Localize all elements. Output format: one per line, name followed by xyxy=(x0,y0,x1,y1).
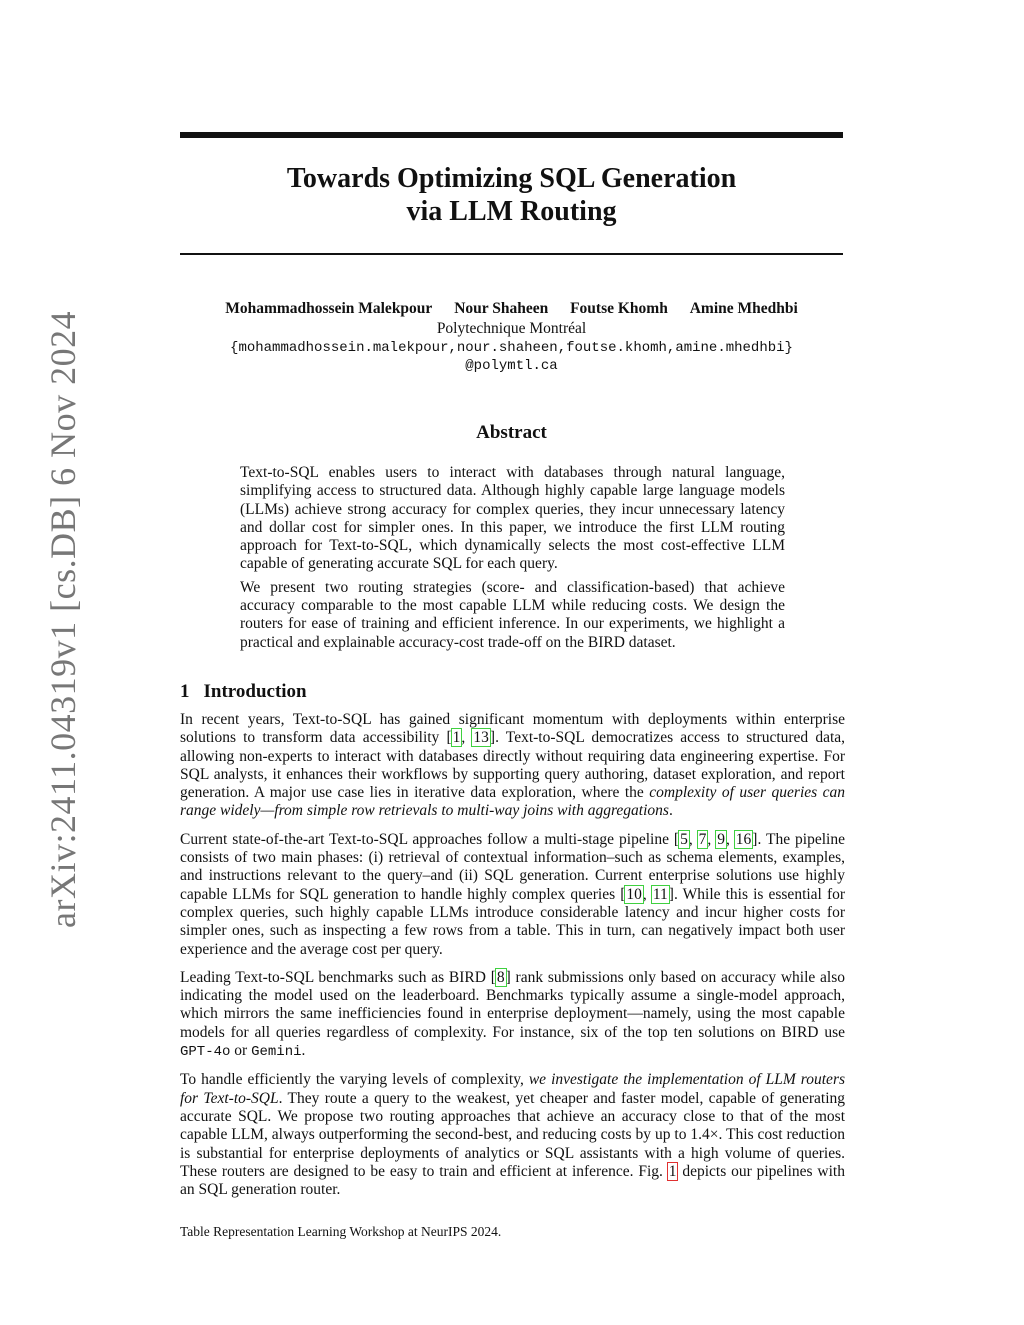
text-run: . xyxy=(668,802,673,820)
citation-link[interactable]: 10 xyxy=(626,885,642,903)
citation-link[interactable]: 16 xyxy=(735,830,752,848)
text-run: or xyxy=(230,1042,252,1060)
section-heading xyxy=(180,681,307,703)
text-run: . They route a query to the weakest, yet cheaper and faster model, capable of generating accurate SQL. We propose two routing approaches that achieve an accuracy close to that of the most capable LLM, always outperforming the second-best, and reducing costs by up to 1.4×. This cost reduction is substantial for enterprise deployments of analytics or SQL assistants with a high volume of queries. These routers are designed to be easy to train and efficient at inference. Fig. xyxy=(180,1089,845,1180)
text-run: , xyxy=(688,830,698,848)
citation-link[interactable]: 7 xyxy=(698,830,707,848)
text-run: depicts our pipelines with an SQL generation router. xyxy=(180,1162,845,1199)
text-run: ] rank submissions only based on accuracy while also indicating the model used on the leaderboard. Benchmarks typically assume a single-model approach, which mirrors the same inefficiencies found in enterprise deployment—namely, using the most capable models for all queries regardless of complexity. For instance, six of the top ten solutions on BIRD use xyxy=(180,968,845,1041)
emphasis-text: complexity of user queries can range widely—from simple row retrievals to multi-way joins with aggregations xyxy=(180,784,846,820)
text-run: Current state-of-the-art Text-to-SQL approaches follow a multi-stage pipeline [ xyxy=(180,830,680,848)
text-run: . xyxy=(301,1042,306,1060)
text-run: ]. Text-to-SQL democratizes access to structured data, allowing non-experts to interact with databases directly without requiring data engineering expertise. For SQL analysts, it enhances their workflows by supporting query authoring, dataset exploration, and report generation. A major use case lies in iterative data exploration, where the xyxy=(180,729,846,802)
email-line-1: {mohammadhossein.malekpour,nour.shaheen,foutse.khomh,amine.mhedhbi} xyxy=(230,340,793,356)
text-run: ]. While this is essential for complex queries, such highly capable LLMs introduce considerable latency and incur higher costs for simpler ones, such as inspecting a few rows from a table. This in turn, can negatively impact both user experience and the average cost per query. xyxy=(180,885,846,958)
author-list xyxy=(180,300,843,318)
author-name: Nour Shaheen xyxy=(454,300,549,317)
citation-link[interactable]: 5 xyxy=(680,830,688,848)
model-name: Gemini xyxy=(251,1044,302,1061)
affiliation: Polytechnique Montréal xyxy=(436,320,587,337)
title-rule-bottom xyxy=(180,253,843,255)
author-name: Mohammadhossein Malekpour xyxy=(225,300,433,317)
author-name: Foutse Khomh xyxy=(570,300,668,317)
abstract-paragraph-1: Text-to-SQL enables users to interact with databases through natural language, simplifying access to structured data. Although highly capable large language models (LLMs) achieve strong accuracy for complex queries, they incur unnecessary latency and dollar cost for simpler ones. In this paper, we introduce the first LLM routing approach for Text-to-SQL, which dynamically selects the most cost-effective LLM capable of generating accurate SQL for each query. xyxy=(240,464,785,573)
intro-paragraph-4 xyxy=(180,1071,845,1199)
intro-paragraph-3 xyxy=(180,969,845,1061)
text-run: , xyxy=(725,830,735,848)
intro-paragraph-2 xyxy=(180,831,845,959)
text-run: , xyxy=(642,885,652,903)
title-rule-top xyxy=(180,132,843,138)
text-run: , xyxy=(707,830,717,848)
text-run: To handle efficiently the varying levels of complexity, xyxy=(180,1071,529,1089)
title-line-2: via LLM Routing xyxy=(406,196,617,227)
title-line-1: Towards Optimizing SQL Generation xyxy=(286,163,737,194)
model-name: GPT-4o xyxy=(180,1044,231,1061)
email-line-2: @polymtl.ca xyxy=(465,358,558,374)
text-run: In recent years, Text-to-SQL has gained significant momentum with deployments within enterprise solutions to transform data accessibility [ xyxy=(180,711,845,747)
intro-body xyxy=(180,711,845,1209)
intro-paragraph-1 xyxy=(180,711,845,821)
text-run: , xyxy=(461,729,473,747)
text-run: Leading Text-to-SQL benchmarks such as BIRD [ xyxy=(180,968,496,986)
abstract-paragraph-2: We present two routing strategies (score- and classification-based) that achieve accuracy comparable to the most capable LLM while reducing costs. We design the routers for ease of training and efficient inference. In our experiments, we highlight a practical and explainable accuracy-cost trade-off on the BIRD dataset. xyxy=(240,578,785,651)
section-number: 1 xyxy=(180,681,190,702)
citation-link[interactable]: 13 xyxy=(473,729,489,747)
abstract-heading: Abstract xyxy=(476,422,547,443)
abstract-body xyxy=(240,464,785,657)
venue-footnote: Table Representation Learning Workshop at NeurIPS 2024. xyxy=(180,1224,502,1239)
citation-link[interactable]: 1 xyxy=(452,729,461,747)
citation-link[interactable]: 11 xyxy=(652,885,668,903)
paper-title xyxy=(180,162,843,228)
citation-link[interactable]: 8 xyxy=(496,968,505,986)
emphasis-text: we investigate the implementation of LLM routers for Text-to-SQL xyxy=(180,1071,846,1107)
citation-link[interactable]: 9 xyxy=(717,830,725,848)
text-run: ]. The pipeline consists of two main phases: (i) retrieval of contextual information–such as schema elements, examples, and instructions relevant to the query–and (ii) SQL generation. Current enterprise solutions use highly capable LLMs for SQL generation to handle highly complex queries [ xyxy=(180,830,845,903)
section-title: Introduction xyxy=(203,681,307,702)
author-name: Amine Mhedhbi xyxy=(689,300,798,317)
arxiv-stamp: arXiv:2411.04319v1 [cs.DB] 6 Nov 2024 xyxy=(43,310,83,928)
figure-link[interactable]: 1 xyxy=(668,1162,677,1180)
